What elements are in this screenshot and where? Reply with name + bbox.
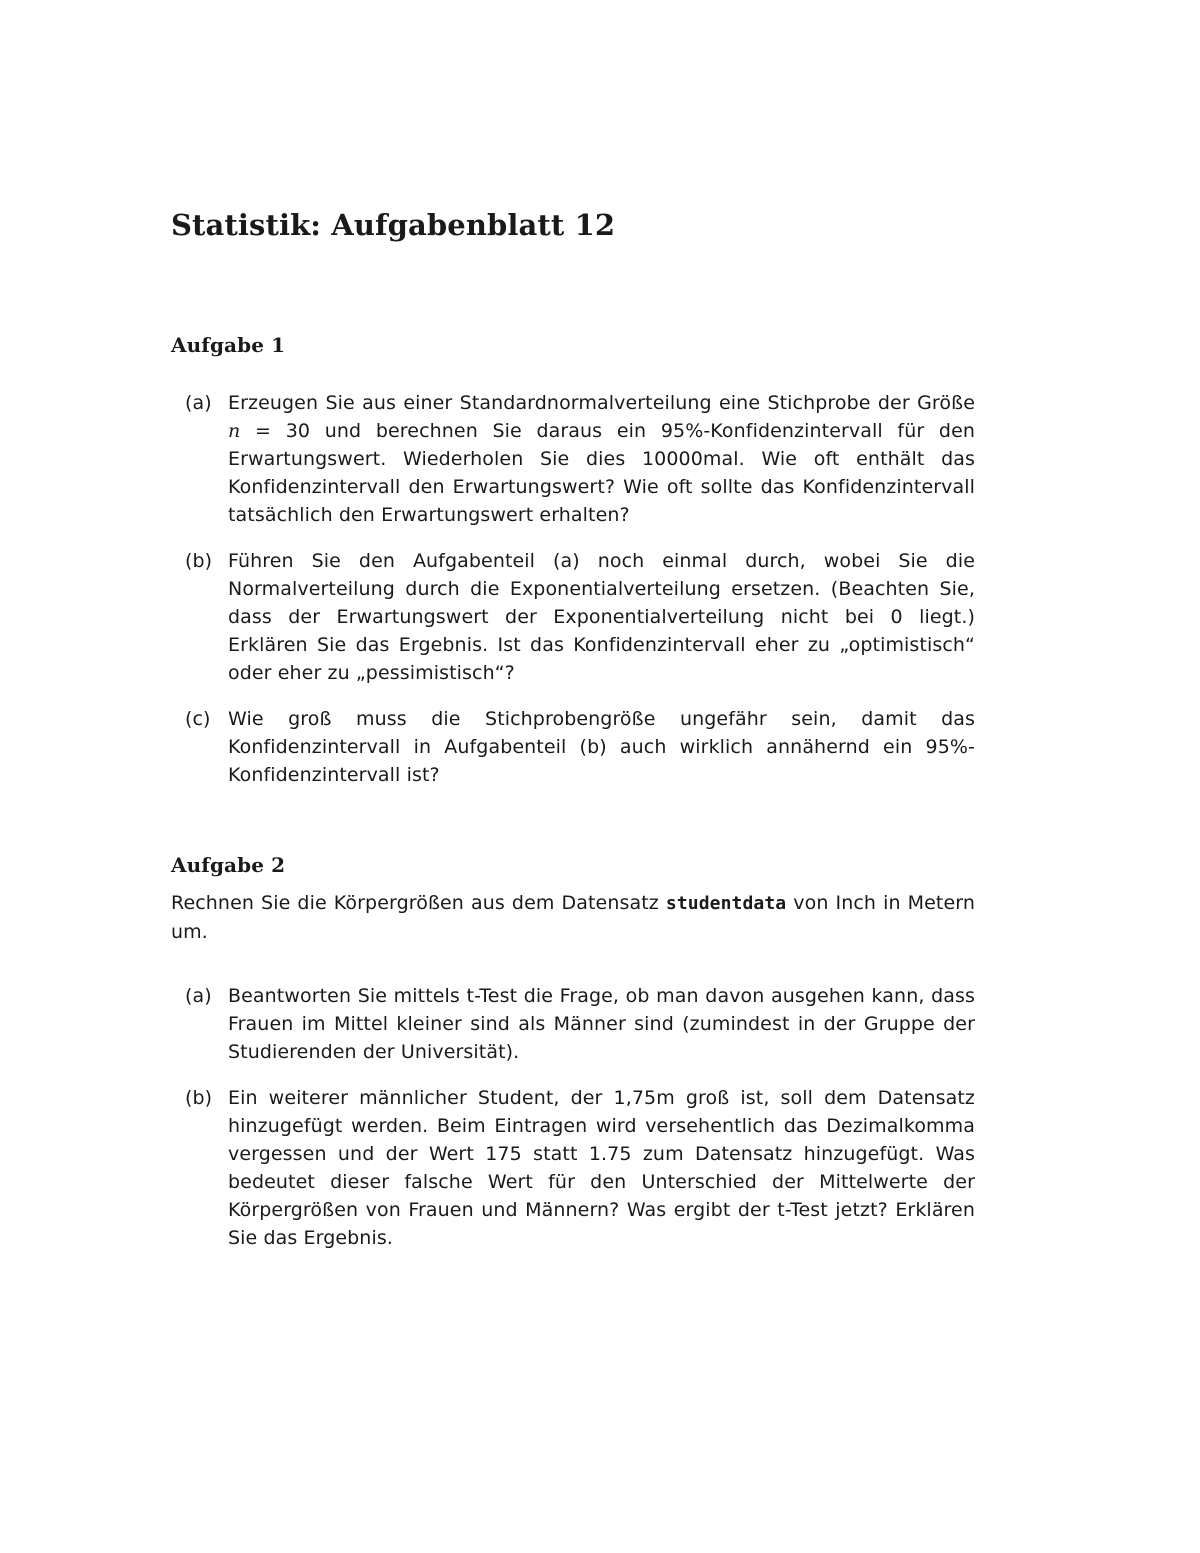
document-page <box>171 205 975 1270</box>
task-item-1b <box>171 547 975 687</box>
section-aufgabe-1 <box>171 331 975 789</box>
task-item-2a <box>171 982 975 1066</box>
task-text: Wie groß muss die Stichprobengröße ungefähr sein, damit das Konfidenzintervall in Aufgabenteil (b) auch wirklich annähernd ein 95%-Konfidenzintervall ist? <box>228 708 975 786</box>
task-text-part: = 30 und berechnen Sie daraus ein 95%-Konfidenzintervall für den Erwartungswert. Wiederholen Sie dies 10000mal. Wie oft enthält das Konfidenzintervall den Erwartungswert? Wie oft sollte das Konfidenzintervall tatsächlich den Erwartungswert erhalten? <box>228 420 975 526</box>
section-aufgabe-2 <box>171 851 975 1252</box>
task-text <box>228 392 975 526</box>
math-variable: n <box>228 420 241 442</box>
section-heading: Aufgabe 1 <box>171 333 286 357</box>
intro-paragraph <box>171 889 975 946</box>
task-item-2b <box>171 1084 975 1252</box>
task-label: (c) <box>185 708 211 730</box>
intro-text-part: Rechnen Sie die Körpergrößen aus dem Datensatz <box>171 892 666 914</box>
task-text: Ein weiterer männlicher Student, der 1,75m groß ist, soll dem Datensatz hinzugefügt werden. Beim Eintragen wird versehentlich das Dezimalkomma vergessen und der Wert 175 statt 1.75 zum Datensatz hinzugefügt. Was bedeutet dieser falsche Wert für den Unterschied der Mittelwerte der Körpergrößen von Frauen und Männern? Was ergibt der t-Test jetzt? Erklären Sie das Ergebnis. <box>228 1087 975 1249</box>
task-label: (a) <box>185 985 212 1007</box>
task-label: (a) <box>185 392 212 414</box>
task-label: (b) <box>185 1087 213 1109</box>
dataset-name: studentdata <box>665 893 787 914</box>
task-text-part: Erzeugen Sie aus einer Standardnormalverteilung eine Stichprobe der Größe <box>228 392 975 414</box>
section-heading: Aufgabe 2 <box>171 853 286 877</box>
task-item-1a <box>171 389 975 529</box>
task-text: Führen Sie den Aufgabenteil (a) noch einmal durch, wobei Sie die Normalverteilung durch die Exponentialverteilung ersetzen. (Beachten Sie, dass der Erwartungswert der Exponentialverteilung nicht bei 0 liegt.) Erklären Sie das Ergebnis. Ist das Konfidenzintervall eher zu „optimistisch“ oder eher zu „pessimistisch“? <box>228 550 975 684</box>
task-text: Beantworten Sie mittels t-Test die Frage, ob man davon ausgehen kann, dass Frauen im Mittel kleiner sind als Männer sind (zumindest in der Gruppe der Studierenden der Universität). <box>228 985 975 1063</box>
intro-text-part: von Inch in Metern um. <box>171 892 975 943</box>
page-title: Statistik: Aufgabenblatt 12 <box>171 208 616 242</box>
task-item-1c <box>171 705 975 789</box>
task-list <box>171 982 975 1252</box>
task-label: (b) <box>185 550 213 572</box>
task-list <box>171 389 975 789</box>
